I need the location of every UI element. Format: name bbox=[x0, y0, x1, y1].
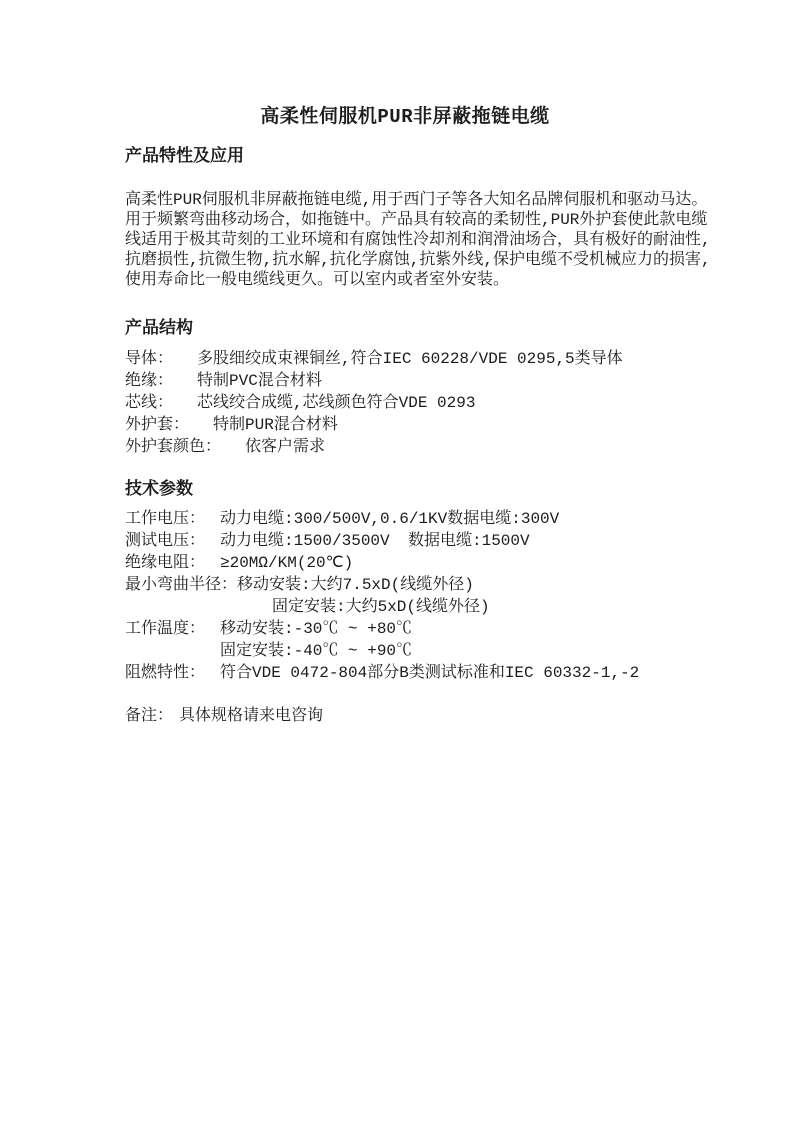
parameters-list bbox=[125, 508, 685, 684]
remark-text: 具体规格请来电咨询 bbox=[179, 707, 324, 725]
paragraph-line: 高柔性PUR伺服机非屏蔽拖链电缆,用于西门子等各大知名品牌伺服机和驱动马达。 bbox=[125, 191, 708, 209]
row-label: 测试电压： bbox=[125, 532, 206, 550]
row-value-power: 动力电缆:300/500V,0.6/1KV bbox=[220, 510, 448, 528]
row-label: 工作电压： bbox=[125, 510, 206, 528]
param-row-min-bend-radius bbox=[125, 574, 685, 596]
structure-row-insulation bbox=[125, 370, 685, 392]
features-paragraph bbox=[125, 190, 711, 290]
remark-row bbox=[125, 705, 685, 727]
row-value-data: 数据电缆:1500V bbox=[408, 532, 530, 550]
row-label: 芯线： bbox=[125, 394, 174, 412]
section-heading-features: 产品特性及应用 bbox=[125, 148, 244, 167]
param-row-test-voltage bbox=[125, 530, 685, 552]
row-value: 移动安装:大约7.5xD(线缆外径) bbox=[237, 576, 474, 594]
row-label: 外护套： bbox=[125, 416, 190, 434]
param-row-working-voltage bbox=[125, 508, 685, 530]
document-content bbox=[125, 0, 711, 727]
paragraph-line: 用于频繁弯曲移动场合，如拖链中。产品具有较高的柔韧性,PUR外护套使此款电缆 bbox=[125, 211, 708, 229]
paragraph-line: 抗磨损性,抗微生物,抗水解,抗化学腐蚀,抗紫外线,保护电缆不受机械应力的损害, bbox=[125, 251, 711, 269]
structure-row-sheath bbox=[125, 414, 685, 436]
remark-label: 备注： bbox=[125, 707, 174, 725]
param-row-working-temperature-fixed bbox=[125, 640, 685, 662]
row-label: 工作温度： bbox=[125, 620, 206, 638]
param-row-working-temperature bbox=[125, 618, 685, 640]
paragraph-line: 使用寿命比一般电缆线更久。可以室内或者室外安装。 bbox=[125, 271, 510, 289]
page-title: 高柔性伺服机PUR非屏蔽拖链电缆 bbox=[260, 106, 550, 128]
param-row-min-bend-radius-fixed bbox=[125, 596, 685, 618]
row-label: 导体： bbox=[125, 350, 174, 368]
row-value-data: 数据电缆:300V bbox=[447, 510, 560, 528]
row-value: 特制PUR混合材料 bbox=[213, 416, 338, 434]
row-label: 绝缘： bbox=[125, 372, 174, 390]
row-label: 最小弯曲半径： bbox=[125, 576, 238, 594]
row-value: 特制PVC混合材料 bbox=[197, 372, 322, 390]
row-label: 阻燃特性： bbox=[125, 664, 206, 682]
structure-row-core bbox=[125, 392, 685, 414]
paragraph-line: 线适用于极其苛刻的工业环境和有腐蚀性冷却剂和润滑油场合，具有极好的耐油性, bbox=[125, 231, 711, 249]
section-heading-structure: 产品结构 bbox=[125, 320, 193, 339]
row-value: 芯线绞合成缆,芯线颜色符合VDE 0293 bbox=[197, 394, 476, 412]
row-value: 移动安装:-30℃ ~ +80℃ bbox=[220, 620, 413, 638]
param-row-insulation-resistance bbox=[125, 552, 685, 574]
row-label: 绝缘电阻： bbox=[125, 554, 206, 572]
structure-list bbox=[125, 348, 685, 458]
row-value: 符合VDE 0472-804部分B类测试标准和IEC 60332-1,-2 bbox=[220, 664, 640, 682]
structure-row-conductor bbox=[125, 348, 685, 370]
section-heading-parameters: 技术参数 bbox=[125, 481, 193, 500]
row-value: 多股细绞成束裸铜丝,符合IEC 60228/VDE 0295,5类导体 bbox=[197, 350, 623, 368]
row-value: 固定安装:-40℃ ~ +90℃ bbox=[220, 642, 413, 660]
row-label: 外护套颜色： bbox=[125, 438, 222, 456]
param-row-flame-retardant bbox=[125, 662, 685, 684]
row-value: 固定安装:大约5xD(线缆外径) bbox=[272, 598, 490, 616]
structure-row-sheath-color bbox=[125, 436, 685, 458]
row-value: ≥20MΩ/KM(20℃) bbox=[220, 554, 354, 572]
row-value: 依客户需求 bbox=[245, 438, 326, 456]
row-value-power: 动力电缆:1500/3500V bbox=[220, 532, 390, 550]
